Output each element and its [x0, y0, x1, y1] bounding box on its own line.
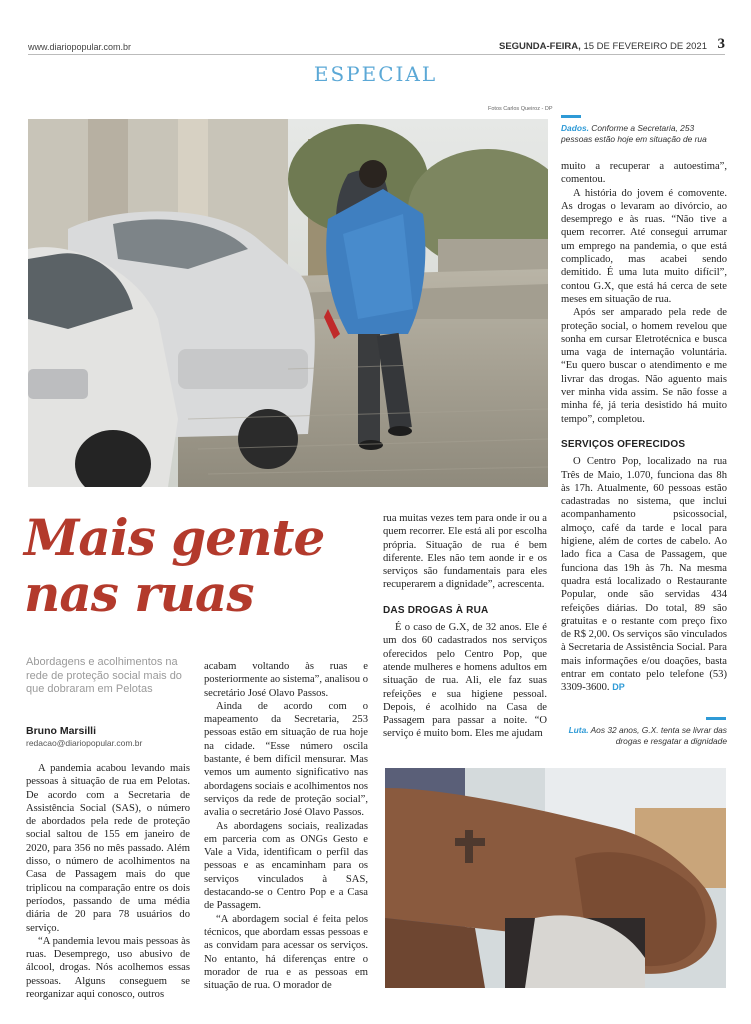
weekday: SEGUNDA-FEIRA,	[498, 41, 581, 52]
header-rule	[28, 54, 725, 55]
arm-photo	[385, 768, 726, 988]
article-column-3	[383, 512, 547, 741]
article-column-1	[26, 762, 190, 1001]
website-url: www.diariopopular.com.br	[28, 42, 132, 52]
paragraph: “A abordagem social é feita pelos técnicos, que abordam essas pessoas e as convidam para acessar os serviços. No entanto, há diferenças entre o morador de rua e as pessoas em situação de rua. O morador de	[204, 913, 368, 992]
author-name: Bruno Marsilli	[26, 725, 97, 737]
street-scene-illustration	[28, 119, 548, 487]
paragraph: “A pandemia levou mais pessoas às ruas. Desemprego, uso abusivo de álcool, drogas. Nós acolhemos essas pessoas. Alguns conseguem se reorganizar aqui conosco, outros	[26, 935, 190, 1001]
headline-line-1: Mais gente	[24, 508, 325, 567]
page-number: 3	[717, 36, 725, 52]
caption-bottom	[561, 725, 727, 746]
paragraph	[561, 455, 727, 694]
headline-line-2: nas ruas	[24, 564, 254, 623]
services-text: O Centro Pop, localizado na rua Três de Maio, 1.070, funciona das 8h às 17h. Atualmente, 60 pessoas estão cadastradas no sistema, que inclui acompanhamento psicossocial, almoço, café da tarde e local para higiene, além de cortes de cabelo. Ao lado fica a Casa de Passagem, que funciona das 19h às 7h. Na mesma quadra está localizado o Restaurante Popular, onde são servidas 434 refeições diárias. Do total, 89 são gratuitas e o restante com preço fixo de R$ 2,00. Os serviços são vinculados à Secretaria de Assistência Social. Para mais informações e/ou doações, basta entrar em contato pelo telefone (53) 3309-3600.	[561, 456, 727, 694]
photo-credit: Fotos Carlos Queiroz - DP	[488, 106, 553, 112]
sign-off: DP	[612, 682, 625, 693]
article-column-4	[561, 160, 727, 695]
deck: Abordagens e acolhimentos na rede de proteção social mais do que dobraram em Pelotas	[26, 656, 182, 695]
paragraph: A história do jovem é comovente. As drogas o levaram ao divórcio, ao desemprego e às ruas. “Não tive a quem recorrer. Até consegui arrumar um emprego na pandemia, o que está complicado, mas acabei sendo demitido. É uma luta muito difícil”, contou G.X, que está há cerca de sete meses em situação de rua.	[561, 187, 727, 305]
headline	[24, 510, 369, 622]
date-text: 15 DE FEVEREIRO DE 2021	[583, 41, 707, 52]
subhead-services: SERVIÇOS OFERECIDOS	[561, 438, 686, 450]
section-title: ESPECIAL	[313, 62, 438, 86]
paragraph: muito a recuperar a autoestima”, comentou.	[561, 161, 727, 186]
article-column-2	[204, 660, 368, 992]
paragraph: A pandemia acabou levando mais pessoas à situação de rua em Pelotas. De acordo com a Secretaria de Assistência Social (SAS), o número de abordados pela rede de proteção social saltou de 155 em janeiro de 2020, para 356 no mês passado. Além disso, o número de acolhimentos na Casa de Passagem mais do que triplicou na comparação entre os dois períodos, passando de uma média diária de 20 para 78 usuários do serviço.	[26, 763, 190, 934]
issue-date	[499, 41, 707, 52]
caption-bottom-tag: Luta.	[568, 725, 589, 735]
caption-accent-bar	[706, 717, 726, 720]
subhead-drugs: DAS DROGAS À RUA	[383, 604, 489, 616]
paragraph: Ainda de acordo com o mapeamento da Secretaria, 253 pessoas estão em situação de rua hoje na cidade. “Esse número oscila bastante, é bem difícil mensurar. Mas vemos um aumento significativo nas abordagens sociais e acolhimentos nos serviços da rede de proteção social”, avalia o secretário José Olavo Passos.	[204, 700, 368, 819]
main-photo	[28, 119, 548, 487]
caption-top	[561, 123, 727, 144]
paragraph: Após ser amparado pela rede de proteção social, o homem revelou que sonha em cursar Eletrotécnica e busca uma vaga de internação voluntária. “Eu quero buscar o atendimento e me livrar das drogas. Não aguento mais ver minha vida assim. Se não fosse a minha fé, já teria desistido há muito tempo”, completou.	[561, 307, 727, 425]
paragraph: acabam voltando às ruas e posteriormente ao sistema”, analisou o secretário José Olavo Passos.	[204, 661, 368, 699]
arm-tattoo-illustration	[385, 768, 726, 988]
author-email: redacao@diariopopular.com.br	[26, 738, 143, 748]
caption-top-text: Conforme a Secretaria, 253 pessoas estão hoje em situação de rua	[561, 123, 707, 144]
paragraph: rua muitas vezes tem para onde ir ou a quem recorrer. Ele está ali por escolha própria. Situação de rua é bem diferente. Eles não tem aonde ir e os serviços são fundamentais para eles recuperarem a dignidade”, acrescenta.	[383, 513, 547, 591]
caption-accent-bar	[561, 115, 581, 118]
caption-bottom-text: Aos 32 anos, G.X. tenta se livrar das drogas e resgatar a dignidade	[590, 725, 727, 746]
paragraph: As abordagens sociais, realizadas em parceria com as ONGs Gesto e Vale a Vida, identificam o perfil das pessoas e as encaminham para os serviços vinculados à SAS, destacando-se o Centro Pop e a Casa de Passagem.	[204, 820, 368, 912]
paragraph: É o caso de G.X, de 32 anos. Ele é um dos 60 cadastrados nos serviços oferecidos pelo Centro Pop, que atende mulheres e homens adultos em situação de rua. Ali, ele faz suas refeições e sua higiene pessoal. Depois, é acolhido na Casa de Passagem para passar a noite. “O serviço é muito bom. Eles me ajudam	[383, 622, 547, 740]
caption-top-tag: Dados.	[561, 123, 589, 133]
